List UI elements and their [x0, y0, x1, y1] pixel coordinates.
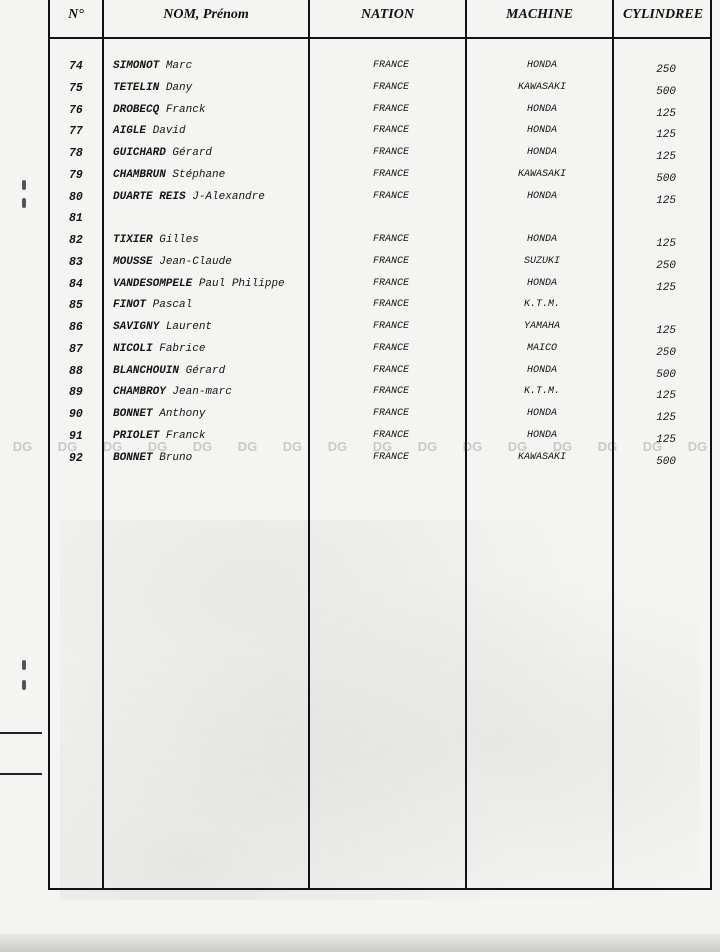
rider-number: 74	[69, 60, 83, 73]
rider-number: 79	[69, 168, 83, 182]
table-row	[50, 208, 714, 230]
rider-first-name: Stéphane	[172, 168, 226, 181]
table-row: 74 SIMONOT Marc FRANCE HONDA 250	[69, 60, 676, 76]
table-row: 78 GUICHARD Gérard FRANCE HONDA 125	[69, 147, 676, 164]
header-machine: MACHINE	[506, 7, 573, 22]
rider-number: 77	[69, 125, 83, 139]
rider-number: 81	[69, 212, 83, 226]
rider-number: 75	[69, 81, 83, 95]
watermark-logo: DG	[327, 439, 348, 454]
rider-name	[113, 191, 265, 203]
rider-nation: FRANCE	[372, 408, 409, 420]
table-row: 88 BLANCHOUIN Gérard FRANCE HONDA 500	[69, 364, 676, 381]
rider-machine: HONDA	[526, 277, 557, 289]
table-row: 82 TIXIER Gilles FRANCE HONDA 125	[69, 234, 676, 251]
rider-first-name: Franck	[165, 103, 206, 116]
table-row: 87 NICOLI Fabrice FRANCE MAICO 250	[69, 342, 676, 359]
rider-last-name: BONNET	[113, 451, 153, 464]
rider-number: 83	[69, 255, 83, 269]
rider-machine: KAWASAKI	[517, 81, 566, 93]
rider-last-name: BONNET	[113, 408, 153, 421]
table-row: 83 MOUSSE Jean-Claude FRANCE SUZUKI 250	[69, 255, 676, 272]
watermark-logo: DG	[642, 439, 663, 454]
rider-nation: FRANCE	[372, 451, 409, 463]
rider-name	[113, 147, 212, 159]
rider-first-name: Marc	[165, 60, 193, 72]
table-body	[50, 56, 714, 470]
table-row: 89 CHAMBROY Jean-marc FRANCE K.T.M. 125	[69, 386, 676, 403]
table-row: 84 VANDESOMPELE Paul Philippe FRANCE HONDA 125	[69, 277, 676, 294]
rider-first-name: Laurent	[165, 321, 213, 334]
header-nation: NATION	[361, 7, 414, 22]
rider-machine: HONDA	[526, 430, 557, 442]
rider-machine: K.T.M.	[523, 386, 560, 398]
rider-nation: FRANCE	[372, 147, 409, 159]
rider-number: 89	[69, 386, 83, 400]
watermark-logo: DG	[192, 439, 213, 454]
entry-list-table	[48, 0, 712, 890]
rider-name	[113, 104, 205, 116]
binder-mark	[22, 680, 26, 690]
rider-name	[113, 430, 205, 442]
rider-nation: FRANCE	[372, 190, 409, 202]
rider-number: 84	[69, 277, 83, 291]
rider-first-name: Gérard	[172, 147, 213, 160]
binder-mark	[22, 198, 26, 208]
rider-nation: FRANCE	[372, 277, 409, 289]
table-row: 77 AIGLE David FRANCE HONDA 125	[69, 125, 676, 142]
watermark-logo: DG	[12, 439, 33, 454]
rider-first-name: Paul Philippe	[198, 277, 285, 290]
watermark-logo: DG	[237, 439, 258, 454]
rider-last-name: VANDESOMPELE	[113, 277, 193, 290]
rider-first-name: J-Alexandre	[192, 190, 265, 203]
rider-machine: K.T.M.	[523, 299, 560, 311]
rider-last-name: DUARTE REIS	[113, 190, 186, 203]
rider-number: 92	[69, 451, 83, 465]
rider-nation: FRANCE	[372, 234, 409, 246]
binder-mark	[22, 180, 26, 190]
rider-name	[113, 408, 205, 420]
header-name: NOM, Prénom	[163, 7, 249, 22]
rider-number: 85	[69, 299, 83, 313]
watermark-logo: DG	[597, 439, 618, 454]
rider-number: 82	[69, 234, 83, 248]
watermark-logo: DG	[462, 439, 483, 454]
rider-last-name: NICOLI	[113, 342, 153, 355]
rider-name	[113, 125, 186, 137]
rider-last-name: CHAMBROY	[113, 386, 166, 399]
rider-nation: FRANCE	[372, 255, 409, 267]
watermark-logo: DG	[102, 439, 123, 454]
rider-nation: FRANCE	[372, 168, 409, 180]
rider-name	[113, 386, 232, 398]
watermark-logo: DG	[147, 439, 168, 454]
header-cylindree: CYLINDREE	[622, 7, 704, 22]
rider-first-name: Dany	[165, 81, 193, 94]
rider-name	[113, 256, 232, 268]
rider-last-name: PRIOLET	[113, 430, 160, 443]
header-divider	[50, 37, 710, 39]
rider-number: 90	[69, 408, 83, 422]
rider-last-name: SIMONOT	[113, 60, 160, 72]
table-row: 79 CHAMBRUN Stéphane FRANCE KAWASAKI 500	[69, 168, 676, 185]
rider-nation: FRANCE	[372, 103, 409, 115]
rider-nation: FRANCE	[372, 386, 409, 398]
rider-machine: KAWASAKI	[517, 168, 566, 180]
rider-number: 78	[69, 147, 83, 161]
rider-machine: HONDA	[526, 103, 557, 115]
rider-last-name: GUICHARD	[113, 147, 166, 160]
rider-number: 88	[69, 364, 83, 378]
rider-number: 80	[69, 190, 83, 204]
rider-last-name: MOUSSE	[113, 255, 153, 268]
watermark-logo: DG	[552, 439, 573, 454]
rider-machine: SUZUKI	[523, 255, 560, 267]
rider-name	[113, 321, 212, 333]
rider-nation: FRANCE	[372, 125, 409, 137]
table-row: 90 BONNET Anthony FRANCE HONDA 125	[69, 408, 676, 425]
watermark-logo: DG	[57, 439, 78, 454]
rider-name	[113, 365, 225, 377]
rider-name	[113, 299, 192, 311]
rider-first-name: Gérard	[185, 364, 226, 377]
rider-last-name: FINOT	[113, 299, 147, 312]
header-no: N°	[68, 7, 84, 22]
table-row: 80 DUARTE REIS J-Alexandre FRANCE HONDA 125	[69, 190, 676, 207]
rider-machine: KAWASAKI	[517, 451, 566, 463]
rider-first-name: Pascal	[152, 299, 193, 312]
table-row: 91 PRIOLET Franck FRANCE HONDA 125	[69, 430, 676, 447]
rider-machine: MAICO	[526, 342, 557, 354]
rider-first-name: Franck	[165, 430, 206, 443]
rider-machine: HONDA	[526, 147, 557, 159]
rider-first-name: Jean-marc	[172, 386, 232, 399]
rider-nation: FRANCE	[372, 60, 409, 71]
rider-name	[113, 82, 192, 94]
page-edge	[0, 934, 720, 952]
rider-machine: HONDA	[526, 408, 557, 420]
rider-last-name: TETELIN	[113, 81, 160, 94]
rider-first-name: David	[152, 125, 186, 138]
rider-last-name: BLANCHOUIN	[113, 364, 180, 377]
rider-nation: FRANCE	[372, 430, 409, 442]
rider-number: 76	[69, 103, 83, 117]
rider-name	[113, 234, 199, 246]
rider-number: 86	[69, 321, 83, 335]
rider-machine: HONDA	[526, 125, 557, 137]
binder-mark	[22, 660, 26, 670]
rider-nation: FRANCE	[372, 321, 409, 333]
rider-machine: HONDA	[526, 190, 557, 202]
table-row: 76 DROBECQ Franck FRANCE HONDA 125	[69, 103, 676, 120]
table-row	[50, 295, 714, 317]
rider-number: 91	[69, 430, 83, 444]
rider-name	[113, 452, 192, 464]
rider-last-name: CHAMBRUN	[113, 168, 166, 181]
rider-nation: FRANCE	[372, 342, 409, 354]
rider-first-name: Jean-Claude	[159, 255, 232, 268]
rider-name	[113, 343, 205, 355]
rider-first-name: Anthony	[159, 408, 206, 421]
rider-machine: YAMAHA	[523, 321, 560, 333]
table-row: 75 TETELIN Dany FRANCE KAWASAKI 500	[69, 81, 676, 98]
watermark-logo: DG	[507, 439, 528, 454]
rider-nation: FRANCE	[372, 364, 409, 376]
rider-first-name: Fabrice	[159, 342, 206, 355]
rider-machine: HONDA	[526, 60, 557, 71]
rider-name	[113, 278, 285, 290]
rider-last-name: TIXIER	[113, 234, 153, 247]
rider-last-name: AIGLE	[113, 125, 147, 138]
watermark-logo: DG	[372, 439, 393, 454]
rider-machine: HONDA	[526, 234, 557, 246]
rider-name	[113, 169, 225, 181]
rider-first-name: Gilles	[159, 234, 199, 247]
margin-rule	[0, 773, 42, 775]
rider-name	[113, 60, 192, 72]
table-row: 92 BONNET Bruno FRANCE KAWASAKI 500	[69, 451, 676, 468]
rider-last-name: SAVIGNY	[113, 321, 160, 334]
rider-machine: HONDA	[526, 364, 557, 376]
rider-last-name: DROBECQ	[113, 103, 160, 116]
rider-nation: FRANCE	[372, 81, 409, 93]
margin-rule	[0, 732, 42, 734]
watermark-logo: DG	[282, 439, 303, 454]
rider-nation: FRANCE	[372, 299, 409, 311]
rider-first-name: Bruno	[159, 451, 193, 464]
table-row: 86 SAVIGNY Laurent FRANCE YAMAHA 125	[69, 321, 676, 338]
watermark-logo: DG	[687, 439, 708, 454]
rider-number: 87	[69, 342, 83, 356]
watermark-logo: DG	[417, 439, 438, 454]
